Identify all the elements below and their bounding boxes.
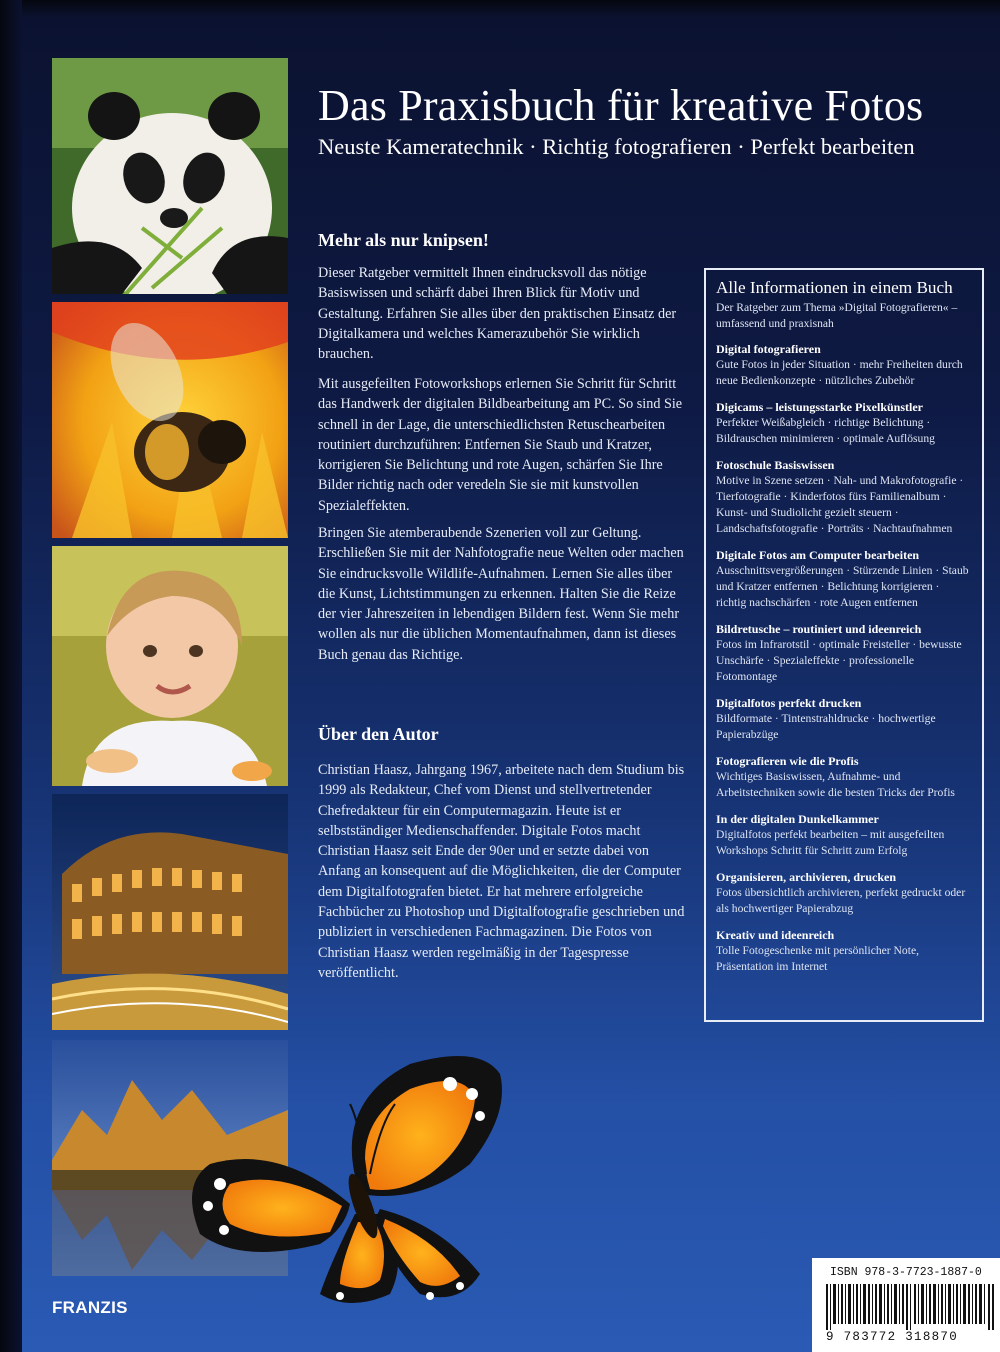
info-section-heading: Digitale Fotos am Computer bearbeiten: [716, 548, 920, 562]
barcode-image: [826, 1284, 994, 1330]
info-section-heading: Fotoschule Basiswissen: [716, 458, 835, 472]
info-section-heading: Digital fotografieren: [716, 342, 821, 356]
info-section: [716, 695, 972, 743]
info-section-text: Fotos übersichtlich archivieren, perfekt gedruckt oder als hochwertiger Papierabzug: [716, 886, 966, 915]
info-section: [716, 869, 972, 917]
info-section: [716, 341, 972, 389]
info-box-intro: Der Ratgeber zum Thema »Digital Fotografieren« – umfassend und praxisnah: [716, 301, 958, 330]
info-section-heading: Kreativ und ideenreich: [716, 928, 835, 942]
info-section: [716, 753, 972, 801]
info-section: [716, 927, 972, 975]
info-section-text: Wichtiges Basiswissen, Aufnahme- und Arbeitstechniken sowie die besten Tricks der Profis: [716, 770, 955, 799]
cover-top-edge: [0, 0, 1000, 18]
book-title: Das Praxisbuch für kreative Fotos: [318, 81, 924, 130]
bee-photo: [52, 302, 288, 538]
info-section-heading: Organisieren, archivieren, drucken: [716, 870, 896, 884]
cover-spine-edge: [0, 0, 22, 1352]
author-paragraph: Christian Haasz, Jahrgang 1967, arbeitete nach dem Studium bis 1999 als Redakteur, Chef vom Dienst und stellvertretender Chefredakteur für ein Computermagazin. Heute ist er selbstständiger Medienschaffender. Digitale Fotos macht Christian Haasz seit Ende der 90er und er setzte dabei von Anfang an konsequent auf die Möglichkeiten, die der Computer dem Digitalfotografen bietet. Er hat mehrere erfolgreiche Fachbücher zu Photoshop und Digitalfotografie geschrieben und publiziert in verschiedenen Fachmagazinen. Die Fotos von Christian Haasz werden regelmäßig in der Tagespresse veröffentlicht.: [318, 762, 685, 981]
info-section-text: Bildformate · Tintenstrahldrucke · hochwertige Papierabzüge: [716, 712, 936, 741]
section-heading-knipsen: Mehr als nur knipsen!: [318, 230, 489, 250]
info-section: [716, 399, 972, 447]
info-section: [716, 547, 972, 611]
intro-paragraph-1: Dieser Ratgeber vermittelt Ihnen eindrucksvoll das nötige Basiswissen und schärft dabei Ihren Blick für Motiv und Gestaltung. Erfahren Sie alles über den praktischen Einsatz der Digitalkamera und welches Kamerazubehör Sie wirklich brauchen.: [318, 265, 677, 363]
info-section-text: Digitalfotos perfekt bearbeiten – mit ausgefeilten Workshops Schritt für Schritt zum Erfolg: [716, 828, 945, 857]
info-section-heading: Fotografieren wie die Profis: [716, 754, 859, 768]
panda-photo: [52, 58, 288, 294]
isbn-label: ISBN 978-3-7723-1887-0: [830, 1266, 982, 1279]
info-section: [716, 811, 972, 859]
child-photo: [52, 546, 288, 786]
intro-paragraph-2: Mit ausgefeilten Fotoworkshops erlernen Sie Schritt für Schritt das Handwerk der digitalen Bildbearbeitung am PC. So sind Sie schnell in der Lage, die unterschiedlichsten Retuschearbeiten routiniert durchzuführen: Entfernen Sie Staub und Kratzer, korrigieren Sie Belichtung und rote Augen, schärfen Sie Ihre Bilder richtig nach oder veredeln Sie sie mit kunstvollen Spezialeffekten.: [318, 376, 683, 514]
info-box-title: Alle Informationen in einem Buch: [716, 278, 953, 297]
publisher-logo: FRANZIS: [52, 1298, 128, 1317]
butterfly-illustration: [180, 1044, 510, 1312]
barcode-number: 9 783772 318870: [826, 1330, 959, 1344]
section-heading-author: Über den Autor: [318, 724, 439, 744]
info-section-text: Perfekter Weißabgleich · richtige Belichtung · Bildrauschen minimieren · optimale Auflösung: [716, 416, 935, 445]
info-section-text: Gute Fotos in jeder Situation · mehr Freiheiten durch neue Bedienkonzepte · nützliches Zubehör: [716, 358, 963, 387]
info-section-text: Motive in Szene setzen · Nah- und Makrofotografie · Tierfotografie · Kinderfotos fürs Familienalbum · Kunst- und Studiolicht gezielt steuern · Landschaftsfotografie · Porträts · Nachtaufnahmen: [716, 474, 964, 535]
info-section-text: Ausschnittsvergrößerungen · Stürzende Linien · Staub und Kratzer entfernen · Belichtung korrigieren · richtig nachschärfen · rote Augen entfernen: [716, 564, 969, 609]
info-section: [716, 621, 972, 685]
colosseum-photo: [52, 794, 288, 1030]
info-section-heading: Digitalfotos perfekt drucken: [716, 696, 862, 710]
info-section-heading: In der digitalen Dunkelkammer: [716, 812, 879, 826]
info-section: [716, 457, 972, 537]
info-section-text: Tolle Fotogeschenke mit persönlicher Note, Präsentation im Internet: [716, 944, 919, 973]
info-section-heading: Digicams – leistungsstarke Pixelkünstler: [716, 400, 923, 414]
intro-paragraph-3: Bringen Sie atemberaubende Szenerien voll zur Geltung. Erschließen Sie mit der Nahfotografie neue Welten oder machen Sie eindrucksvolle Wildlife-Aufnahmen. Lernen Sie alles über die Kunst, Lichtstimmungen zu erkennen. Halten Sie die Reize der vier Jahreszeiten in lebendigen Bildern fest. Wenn Sie mehr wollen als nur die üblichen Momentaufnahmen, dann ist dieses Buch genau das Richtige.: [318, 525, 684, 663]
info-section-heading: Bildretusche – routiniert und ideenreich: [716, 622, 922, 636]
info-section-text: Fotos im Infrarotstil · optimale Freisteller · bewusste Unschärfe · Spezialeffekte · professionelle Fotomontage: [716, 638, 962, 683]
book-subtitle: Neuste Kameratechnik · Richtig fotografieren · Perfekt bearbeiten: [318, 134, 915, 159]
info-box: [704, 268, 984, 1022]
